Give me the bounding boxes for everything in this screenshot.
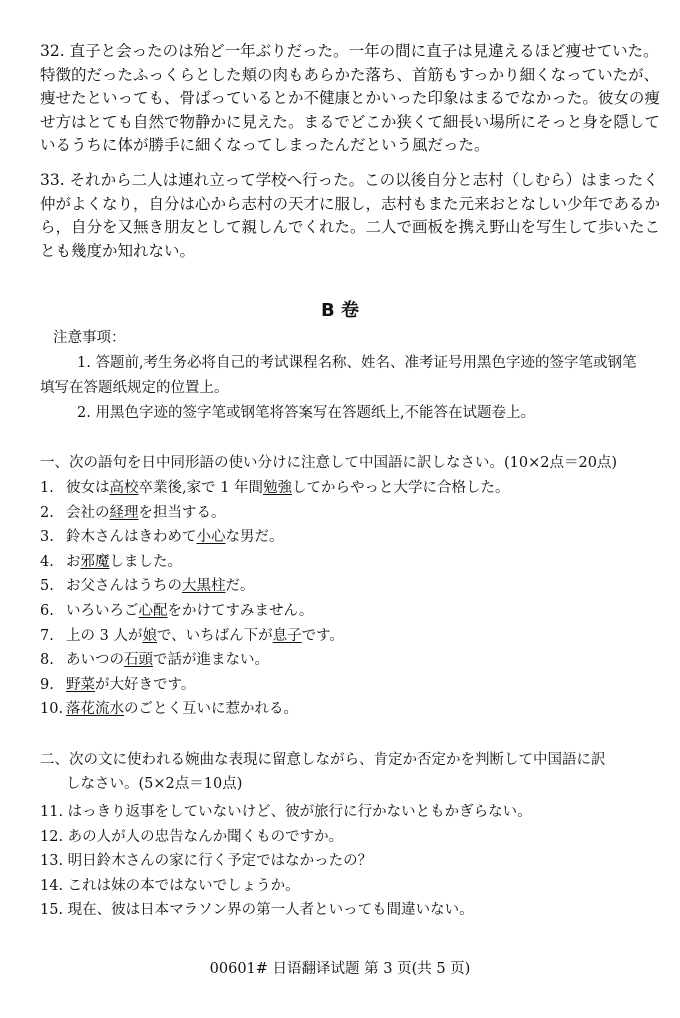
item-number: 6.	[40, 602, 54, 619]
item-number: 5.	[40, 578, 54, 595]
passage-line: 32. 直子と会ったのは殆ど一年ぶりだった。一年の間に直子は見違えるほど痩せていた。	[40, 42, 659, 60]
passage-line: とも幾度か知れない。	[40, 241, 196, 260]
item-text: あいつの	[66, 652, 124, 669]
list-item	[40, 697, 652, 722]
list-item	[40, 624, 652, 649]
list-item: 12. あの人が人の忠告なんか聞くものですか。	[40, 828, 344, 845]
item-text: です。	[301, 627, 345, 644]
item-number: 3.	[40, 529, 54, 546]
item-text: 上の 3 人が	[66, 627, 143, 644]
item-text: が大好きです。	[95, 676, 196, 693]
passage-line: 特徴的だったふっくらとした頬の肉もあらかた落ち、首筋もすっかり細くなっていたが、	[40, 65, 660, 84]
notice-item-2: 2. 用黑色字迹的签字笔或钢笔将答案写在答题纸上,不能答在试题卷上。	[77, 405, 536, 421]
passage-line: いるうちに体が勝手に細くなってしまったんだという風だった。	[40, 136, 490, 154]
list-item	[40, 574, 652, 599]
item-number: 9.	[40, 676, 54, 693]
item-text: のごとく互いに惹かれる。	[124, 701, 298, 718]
underlined-term: 娘	[142, 627, 157, 644]
list-item	[40, 599, 652, 624]
notice-item-1-continued: 填写在答题纸规定的位置上。	[40, 380, 229, 396]
list-item: 14. これは妹の本ではないでしょうか。	[40, 877, 300, 894]
notice-heading: 注意事项：	[53, 330, 126, 346]
underlined-term: 石頭	[124, 652, 153, 669]
section-title: B 卷	[321, 300, 359, 321]
item-text: で話が進まない。	[153, 652, 269, 669]
item-text: をかけてすみません。	[167, 602, 314, 619]
item-number: 10.	[40, 701, 64, 718]
part2-instruction	[40, 748, 652, 796]
item-text: を担当する。	[138, 504, 226, 521]
list-item	[40, 525, 652, 550]
passage-line: せ方はとても自然で物静かに見えた。まるでどこか狭くて細長い場所にそっと身を隠して	[40, 112, 660, 131]
item-text: してからやっと大学に合格した。	[292, 480, 510, 496]
item-text: お	[66, 553, 81, 570]
item-text: で、いちばん下が	[156, 627, 273, 644]
passage-33	[40, 169, 661, 263]
list-item	[40, 476, 652, 501]
underlined-term: 高校	[109, 480, 139, 496]
underlined-term: 心配	[138, 602, 168, 619]
item-text: 会社の	[66, 504, 110, 521]
part2-instruction-line1: 二、次の文に使われる婉曲な表現に留意しながら、肯定か否定かを判断して中国語に訳	[40, 752, 606, 768]
passage-32	[40, 40, 660, 158]
underlined-term: 経理	[109, 504, 139, 521]
part2-instruction-line2: しなさい。(5×2点＝10点)	[66, 776, 243, 792]
underlined-term: 邪魔	[80, 553, 110, 570]
underlined-term: 息子	[272, 627, 302, 644]
item-number: 2.	[40, 504, 54, 521]
underlined-term: 野菜	[66, 676, 95, 693]
passage-line: 痩せたといっても、骨ばっているとか不健康とかいった印象はまるでなかった。彼女の痩	[40, 89, 660, 107]
item-text: お父さんはうちの	[66, 578, 182, 595]
list-item	[40, 501, 652, 526]
item-number: 4.	[40, 553, 54, 570]
list-item	[40, 673, 652, 698]
item-number: 7.	[40, 627, 54, 644]
part1-instruction: 一、次の語句を日中同形語の使い分けに注意して中国語に訳しなさい。(10×2点＝20点)	[40, 455, 618, 471]
passage-line: ら，自分を又無き朋友として親しんでくれた。二人で画板を携え野山を写生して歩いたこ	[40, 218, 661, 236]
underlined-term: 小心	[196, 529, 226, 546]
item-text: 鈴木さんはきわめて	[66, 529, 197, 546]
item-text: だ。	[225, 578, 255, 595]
underlined-term: 大黒柱	[182, 578, 226, 595]
item-text: いろいろご	[66, 602, 139, 619]
item-text: 彼女は	[66, 480, 110, 496]
item-text: な男だ。	[225, 529, 284, 546]
list-item: 11. はっきり返事をしていないけど、彼が旅行に行かないともかぎらない。	[40, 804, 532, 820]
page-footer: 00601# 日语翻译试题 第 3 页(共 5 页)	[209, 961, 471, 977]
part2-list	[40, 800, 652, 923]
list-item	[40, 550, 652, 575]
item-text: 卒業後,家で 1 年間	[138, 480, 264, 496]
item-number: 8.	[40, 652, 54, 669]
item-number: 1.	[40, 480, 54, 496]
notice-item-1: 1. 答题前,考生务必将自己的考试课程名称、姓名、准考证号用黑色字迹的签字笔或钢笔	[77, 355, 637, 371]
underlined-term: 勉強	[263, 480, 293, 496]
list-item: 15. 現在、彼は日本マラソン界の第一人者といっても間違いない。	[40, 902, 474, 919]
item-text: しました。	[109, 553, 182, 570]
part1-list	[40, 476, 652, 722]
passage-line: 仲がよくなり，自分は心から志村の天才に服し，志村もまた元来おとなしい少年であるか	[40, 194, 661, 213]
underlined-term: 落花流水	[66, 701, 124, 718]
notice-block	[40, 326, 652, 426]
list-item: 13. 明日鈴木さんの家に行く予定ではなかったの？	[40, 853, 373, 870]
passage-line: 33. それから二人は連れ立って学校へ行った。この以後自分と志村（しむら）はまったく	[40, 171, 659, 189]
list-item	[40, 648, 652, 673]
